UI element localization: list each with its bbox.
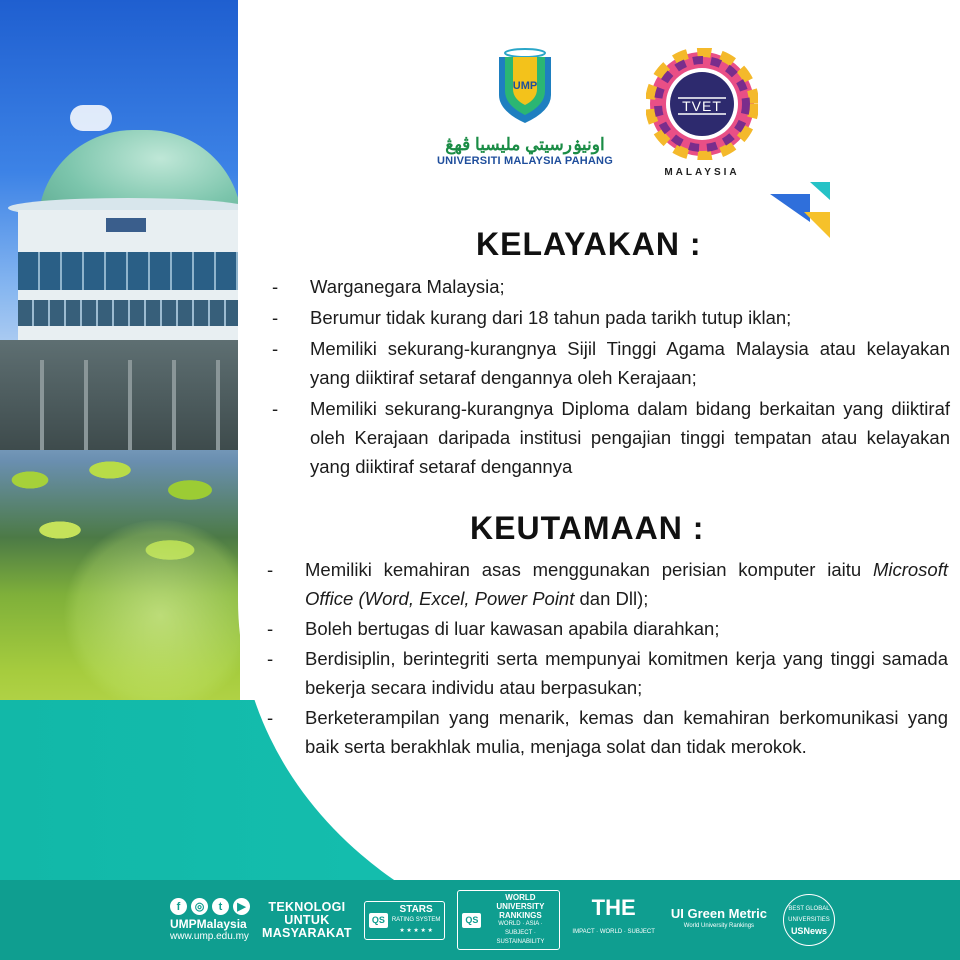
ump-shield-icon — [497, 45, 553, 125]
ump-logo — [430, 45, 620, 167]
greenmetric-sub: World University Rankings — [683, 923, 755, 929]
the-sub: IMPACT · WORLD · SUBJECT — [572, 929, 655, 935]
list-item: - Warganegara Malaysia; — [310, 272, 950, 301]
slogan-line: TEKNOLOGI — [268, 899, 346, 914]
list-item: - Boleh bertugas di luar kawasan apabila diarahkan; — [305, 614, 948, 643]
decorative-triangles-icon — [770, 182, 830, 238]
instagram-icon[interactable]: ◎ — [191, 898, 208, 915]
social-block — [170, 898, 250, 942]
the-badge — [572, 896, 654, 944]
list-item: - Memiliki sekurang-kurangnya Sijil Tinggi Agama Malaysia atau kelayakan yang diiktiraf setaraf dengannya oleh Kerajaan; — [310, 334, 950, 392]
usnews-badge — [783, 894, 835, 946]
building-sign — [106, 218, 146, 232]
list-item: - Berdisiplin, berintegriti serta mempunyai komitmen kerja yang tinggi samada bekerja secara individu atau berpasukan; — [305, 644, 948, 702]
building-base — [0, 340, 240, 450]
list-item: - Berketerampilan yang menarik, kemas dan kemahiran berkomunikasi yang baik serta berakhlak mulia, menjaga solat dan tidak merokok. — [305, 703, 948, 761]
greenmetric-label: UI Green Metric — [670, 906, 767, 921]
kelayakan-list — [310, 272, 950, 483]
svg-text:UMP: UMP — [512, 80, 538, 92]
website-url[interactable]: www.ump.edu.my — [170, 931, 249, 942]
building-windows-lower — [18, 300, 240, 326]
item-text-italic: Microsoft Office (Word, Excel, Power Point — [305, 559, 948, 609]
item-text: Memiliki kemahiran asas menggunakan perisian komputer iaitu — [305, 559, 873, 580]
keutamaan-list — [305, 555, 948, 762]
social-icons — [170, 898, 250, 915]
the-label: THE — [591, 895, 636, 920]
social-handle: UMPMalaysia — [170, 917, 247, 931]
list-item: - Berumur tidak kurang dari 18 tahun pada tarikh tutup iklan; — [310, 303, 950, 332]
qs-stars-badge — [364, 901, 446, 940]
qs-logo: QS — [369, 913, 388, 928]
usnews-sub: BEST GLOBAL UNIVERSITIES — [788, 905, 830, 923]
usnews-label: USNews — [790, 925, 827, 936]
slogan-line: MASYARAKAT — [262, 925, 352, 940]
footer-band — [0, 880, 960, 960]
wur-label: WORLD UNIVERSITY RANKINGS — [496, 893, 545, 920]
stars-label: STARS — [399, 903, 433, 915]
slogan-line: UNTUK — [284, 912, 330, 927]
ump-english-name: UNIVERSITI MALAYSIA PAHANG — [437, 155, 613, 167]
svg-text:TVET: TVET — [682, 98, 722, 114]
kelayakan-heading: KELAYAKAN : — [476, 226, 702, 262]
slogan — [262, 901, 352, 940]
tvet-ring-icon — [646, 48, 758, 160]
tvet-logo — [644, 48, 760, 178]
tvet-country-label: MALAYSIA — [664, 167, 740, 178]
stars-sub: RATING SYSTEM — [391, 916, 441, 923]
youtube-icon[interactable]: ▶ — [233, 898, 250, 915]
facebook-icon[interactable]: f — [170, 898, 187, 915]
list-item — [305, 555, 948, 613]
greenmetric-badge — [667, 905, 771, 935]
ump-arabic-name: اونيۏرسيتي مليسيا ڤهڠ — [445, 135, 605, 154]
qs-wur-badge — [457, 890, 560, 950]
twitter-icon[interactable]: t — [212, 898, 229, 915]
wur-sub: WORLD · ASIA · SUBJECT · SUSTAINABILITY — [496, 921, 545, 945]
building-windows — [18, 252, 240, 290]
keutamaan-heading: KEUTAMAAN : — [470, 510, 705, 546]
stars-rating: ★ ★ ★ ★ ★ — [399, 927, 433, 934]
qs-logo: QS — [462, 913, 481, 928]
list-item: - Memiliki sekurang-kurangnya Diploma dalam bidang berkaitan yang diiktiraf oleh Kerajaan daripada institusi pengajian tinggi tempatan atau kelayakan yang diiktiraf setaraf dengannya — [310, 394, 950, 481]
item-text: dan Dll); — [574, 588, 649, 609]
sky-cloud — [70, 105, 112, 131]
